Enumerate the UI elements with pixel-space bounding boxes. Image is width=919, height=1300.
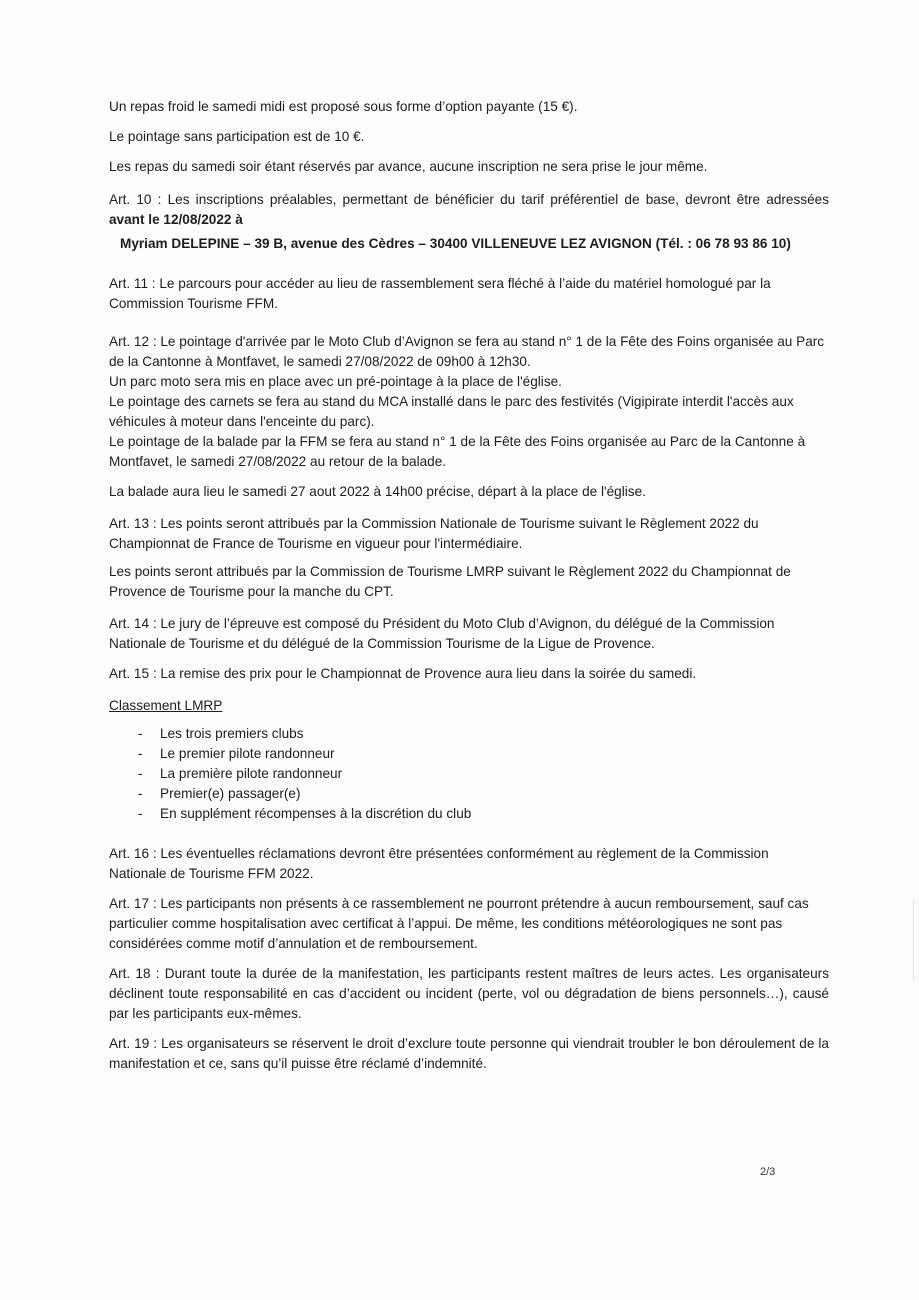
paragraph-text: Le pointage sans participation est de 10 €. [109,129,365,144]
article-10-text [109,190,829,230]
paragraph-saturday-meals [109,157,829,177]
paragraph-checkin-fee [109,127,829,147]
article-12-line-2: Un parc moto sera mis en place avec un pré-pointage à la place de l'église. [109,374,562,389]
article-12-line-1: Art. 12 : Le pointage d'arrivée par le Moto Club d’Avignon se fera au stand n° 1 de la Fête des Foins organisée au Parc de la Cantonne à Montfavet, le samedi 27/08/2022 de 09h00 à 12h30. [109,334,825,369]
article-10-body: Art. 10 : Les inscriptions préalables, permettant de bénéficier du tarif préférentiel de base, devront être adressées [109,192,829,207]
article-15 [109,664,829,684]
article-18 [109,964,829,1024]
list-item [138,764,471,784]
list-dash: - [138,726,143,741]
list-item [138,744,471,764]
list-item-text: En supplément récompenses à la discrétion du club [160,806,472,821]
page-number: 2/3 [760,1166,776,1178]
article-17 [109,894,829,954]
article-16-text: Art. 16 : Les éventuelles réclamations devront être présentées conformément au règlement de la Commission Nationale de Tourisme FFM 2022. [109,846,769,881]
article-12-line-3: Le pointage des carnets se fera au stand du MCA installé dans le parc des festivités (Vigipirate interdit l'accès aux véhicules à moteur dans l'enceinte du parc). [109,394,794,429]
list-dash: - [138,806,143,821]
classement-list [138,724,471,824]
paragraph-ride-time [109,482,829,502]
article-19-text: Art. 19 : Les organisateurs se réservent le droit d’exclure toute personne qui viendrait troubler le bon déroulement de la manifestation et ce, sans qu’il puisse être réclamé d’indemnité. [109,1036,829,1071]
article-11 [109,274,829,314]
article-12-line-4: Le pointage de la balade par la FFM se fera au stand n° 1 de la Fête des Foins organisée au Parc de la Cantonne à Montfavet, le samedi 27/08/2022 au retour de la balade. [109,434,806,469]
list-item [138,804,471,824]
article-12 [109,332,829,472]
scan-margin-line [913,900,914,980]
list-item [138,784,471,804]
article-11-text: Art. 11 : Le parcours pour accéder au lieu de rassemblement sera fléché à l’aide du matériel homologué par la Commission Tourisme FFM. [109,276,771,311]
article-19 [109,1034,829,1074]
list-item-text: Les trois premiers clubs [160,726,304,741]
paragraph-text: Les repas du samedi soir étant réservés par avance, aucune inscription ne sera prise le jour même. [109,159,708,174]
article-10 [109,190,829,230]
list-item [138,724,471,744]
list-dash: - [138,766,143,781]
paragraph-text: Les points seront attribués par la Commission de Tourisme LMRP suivant le Règlement 2022 du Championnat de Provence de Tourisme pour la manche du CPT. [109,564,791,599]
article-16 [109,844,829,884]
list-item-text: Le premier pilote randonneur [160,746,335,761]
article-14 [109,614,829,654]
article-18-text: Art. 18 : Durant toute la durée de la manifestation, les participants restent maîtres de leurs actes. Les organisateurs déclinent toute responsabilité en cas d’accident ou incident (perte, vol ou dégradation de biens personnels…), causé par les participants eux-mêmes. [109,966,829,1021]
article-15-text: Art. 15 : La remise des prix pour le Championnat de Provence aura lieu dans la soirée du samedi. [109,666,697,681]
list-dash: - [138,786,143,801]
address-text: Myriam DELEPINE – 39 B, avenue des Cèdres – 30400 VILLENEUVE LEZ AVIGNON (Tél. : 06 78 93 86 10) [120,236,791,251]
classement-heading [109,696,829,716]
article-13 [109,514,829,554]
list-dash: - [138,746,143,761]
classement-title: Classement LMRP [109,698,223,713]
paragraph-text: La balade aura lieu le samedi 27 aout 2022 à 14h00 précise, départ à la place de l'église. [109,484,646,499]
list-item-text: Premier(e) passager(e) [160,786,301,801]
article-14-text: Art. 14 : Le jury de l’épreuve est composé du Président du Moto Club d’Avignon, du délégué de la Commission Nationale de Tourisme et du délégué de la Commission Tourisme de la Ligue de Provence. [109,616,775,651]
paragraph-lmrp-points [109,562,829,602]
article-13-text: Art. 13 : Les points seront attribués par la Commission Nationale de Tourisme suivant le Règlement 2022 du Championnat de France de Tourisme en vigueur pour l'intermédiaire. [109,516,759,551]
article-10-deadline: avant le 12/08/2022 à [109,212,243,227]
article-17-text: Art. 17 : Les participants non présents à ce rassemblement ne pourront prétendre à aucun remboursement, sauf cas particulier comme hospitalisation avec certificat à l’appui. De même, les conditions météorologiques ne sont pas considérées comme motif d’annulation et de remboursement. [109,896,809,951]
paragraph-cold-meal [109,97,829,117]
list-item-text: La première pilote randonneur [160,766,343,781]
paragraph-text: Un repas froid le samedi midi est proposé sous forme d’option payante (15 €). [109,99,578,114]
article-10-address [120,234,840,254]
